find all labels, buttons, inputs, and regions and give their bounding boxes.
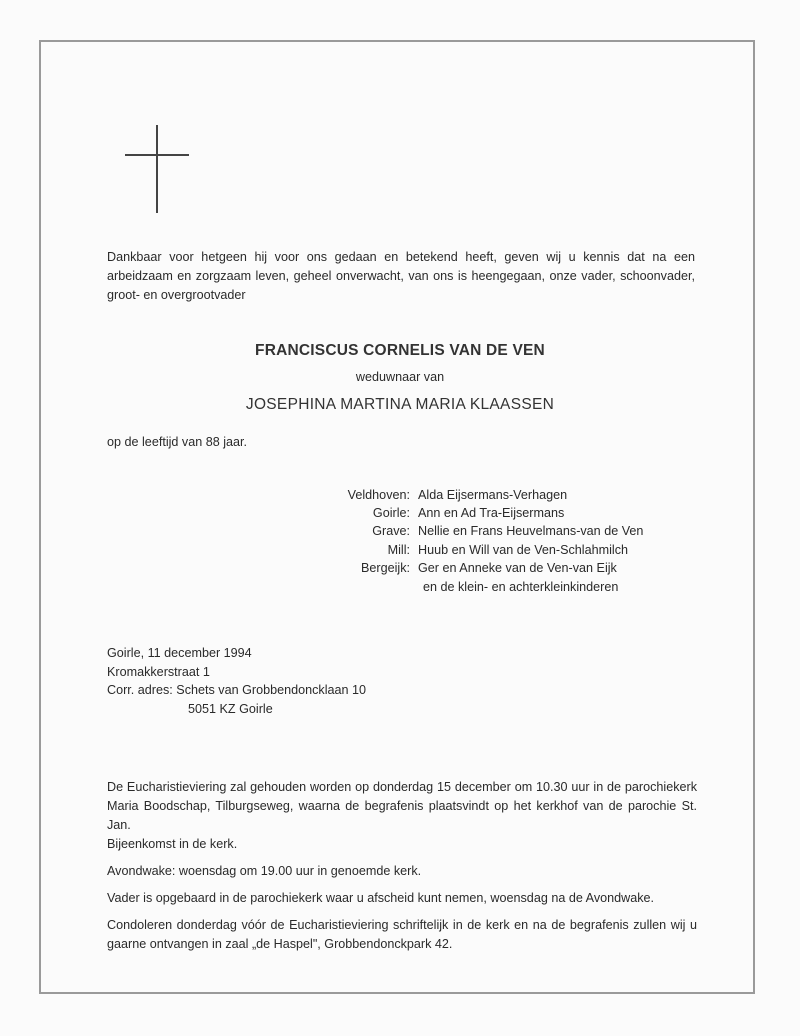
mourner-family: Alda Eijsermans-Verhagen (418, 488, 568, 502)
mourner-row (300, 541, 643, 559)
cross-icon (125, 125, 189, 213)
mourner-family: Ger en Anneke van de Ven-van Eijk (418, 560, 617, 575)
mourner-place: Mill: (387, 542, 410, 557)
mourner-place: Veldhoven: (347, 488, 410, 502)
laid-out-paragraph: Vader is opgebaard in de parochiekerk waar u afscheid kunt nemen, woensdag na de Avondwake. (107, 891, 655, 905)
mourner-place: Goirle: (372, 506, 410, 521)
mourner-place: Bergeijk: (361, 560, 410, 575)
mourner-family: Huub en Will van de Ven-Schlahmilch (418, 542, 629, 557)
wake-line: Avondwake: woensdag om 19.00 uur in genoemde kerk. (107, 864, 422, 878)
place-date: Goirle, 11 december 1994 (107, 646, 252, 660)
correspondence-address: Corr. adres: Schets van Grobbendoncklaan 10 (107, 683, 367, 697)
widower-label: weduwnaar van (355, 370, 445, 384)
mourner-row (300, 486, 643, 504)
postcode-city: 5051 KZ Goirle (188, 701, 273, 716)
mourners-list (300, 486, 643, 577)
spouse-name: JOSEPHINA MARTINA MARIA KLAASSEN (245, 396, 555, 413)
service-details (107, 778, 697, 962)
mourner-row (300, 504, 643, 522)
mourner-row (300, 559, 643, 577)
condolences-paragraph: Condoleren donderdag vóór de Eucharistieviering schriftelijk in de kerk en na de begrafenis zullen wij u gaarne ontvangen in zaal „de Haspel", Grobbendonckpark 42. (107, 918, 697, 951)
age-text: op de leeftijd van 88 jaar. (107, 435, 248, 449)
mourner-family: Nellie en Frans Heuvelmans-van de Ven (418, 524, 644, 539)
street-address: Kromakkerstraat 1 (107, 664, 210, 679)
eucharist-paragraph: De Eucharistieviering zal gehouden worden op donderdag 15 december om 10.30 uur in de parochiekerk Maria Boodschap, Tilburgseweg, waarna de begrafenis plaatsvindt op het kerkhof van de parochie St. Jan. (107, 780, 697, 832)
address-block (107, 644, 366, 718)
mourner-row (300, 522, 643, 540)
grandchildren-line: en de klein- en achterkleinkinderen (423, 580, 619, 594)
mourner-family: Ann en Ad Tra-Eijsermans (418, 506, 565, 521)
mourner-place: Grave: (372, 524, 410, 539)
gathering-line: Bijeenkomst in de kerk. (107, 837, 238, 851)
deceased-name: FRANCISCUS CORNELIS VAN DE VEN (255, 342, 545, 359)
intro-paragraph: Dankbaar voor hetgeen hij voor ons gedaan en betekend heeft, geven wij u kennis dat na een arbeidzaam en zorgzaam leven, geheel onverwacht, van ons is heengegaan, onze vader, schoonvader, groot- en overgrootvader (107, 250, 695, 302)
